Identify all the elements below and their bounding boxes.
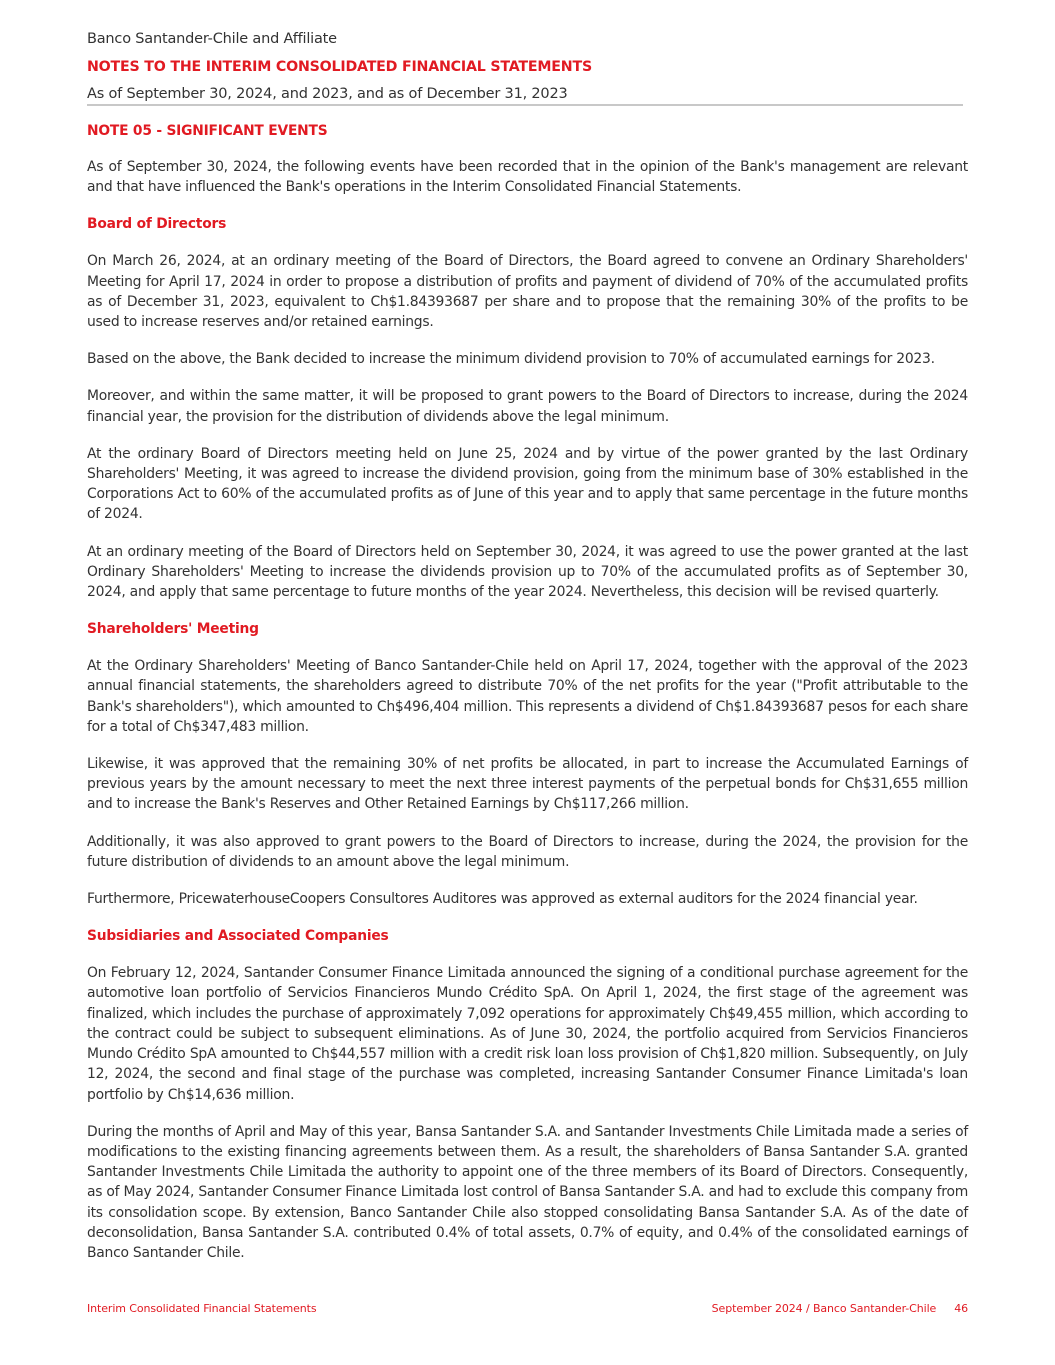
paragraph: At the Ordinary Shareholders' Meeting of Banco Santander-Chile held on April 17, 2024, together with the approval of the 2023 annual financial statements, the shareholders agreed to distribute 70% of the net profits for the year ("Profit attributable to the Bank's shareholders"), which amounted to Ch$496,404 million. This represents a dividend of Ch$1.84393687 pesos for each share for a total of Ch$347,483 million.	[87, 658, 968, 735]
header-company: Banco Santander-Chile and Affiliate	[87, 31, 337, 47]
paragraph: Based on the above, the Bank decided to increase the minimum dividend provision to 70% of accumulated earnings for 2023.	[87, 351, 935, 368]
paragraph: On March 26, 2024, at an ordinary meeting of the Board of Directors, the Board agreed to convene an Ordinary Shareholders' Meeting for April 17, 2024 in order to propose a distribution of profits and payment of dividend of 70% of the accumulated profits as of December 31, 2023, equivalent to Ch$1.84393687 per share and to propose that the remaining 30% of the profits to be used to increase reserves and/or retained earnings.	[87, 253, 968, 331]
paragraph: During the months of April and May of this year, Bansa Santander S.A. and Santander Investments Chile Limitada made a series of modifications to the existing financing agreements between them. As a result, the shareholders of Bansa Santander S.A. granted Santander Investments Chile Limitada the authority to appoint one of the three members of its Board of Directors. Consequently, as of May 2024, Santander Consumer Finance Limitada lost control of Bansa Santander S.A. and had to exclude this company from its consolidation scope. By extension, Banco Santander Chile also stopped consolidating Bansa Santander S.A. As of the date of deconsolidation, Bansa Santander S.A. contributed 0.4% of total assets, 0.7% of equity, and 0.4% of the consolidated earnings of Banco Santander Chile.	[87, 1123, 968, 1261]
paragraph: Likewise, it was approved that the remaining 30% of net profits be allocated, in part to increase the Accumulated Earnings of previous years by the amount necessary to meet the next three interest payments of the perpetual bonds for Ch$31,655 million and to increase the Bank's Reserves and Other Retained Earnings by Ch$117,266 million.	[87, 756, 968, 813]
header-date-line: As of September 30, 2024, and 2023, and as of December 31, 2023	[87, 86, 568, 102]
note-title: NOTE 05 - SIGNIFICANT EVENTS	[87, 123, 328, 139]
section-board-of-directors	[87, 214, 968, 602]
document-body	[87, 121, 968, 1280]
paragraph: At an ordinary meeting of the Board of Directors held on September 30, 2024, it was agreed to use the power granted at the last Ordinary Shareholders' Meeting to increase the dividends provision up to 70% of the accumulated profits as of September 30, 2024, and apply that same percentage to future months of the year 2024. Nevertheless, this decision will be revised quarterly.	[87, 543, 968, 601]
footer-right-text: September 2024 / Banco Santander-Chile	[711, 1302, 937, 1315]
footer-left: Interim Consolidated Financial Statements	[87, 1302, 317, 1315]
footer-right	[712, 1302, 968, 1315]
section-shareholders-meeting	[87, 619, 968, 909]
paragraph: On February 12, 2024, Santander Consumer Finance Limitada announced the signing of a conditional purchase agreement for the automotive loan portfolio of Servicios Financieros Mundo Crédito SpA. On April 1, 2024, the first stage of the agreement was finalized, which includes the purchase of approximately 7,092 operations for approximately Ch$49,455 million, which according to the contract could be subject to subsequent eliminations. As of June 30, 2024, the portfolio acquired from Servicios Financieros Mundo Crédito SpA amounted to Ch$44,557 million with a credit risk loan loss provision of Ch$1,820 million. Subsequently, on July 12, 2024, the second and final stage of the purchase was completed, increasing Santander Consumer Finance Limitada's loan portfolio by Ch$14,636 million.	[87, 965, 968, 1103]
section-subsidiaries	[87, 926, 968, 1263]
section-title: Subsidiaries and Associated Companies	[87, 928, 389, 945]
paragraph: Furthermore, PricewaterhouseCoopers Consultores Auditores was approved as external auditors for the 2024 financial year.	[87, 891, 918, 908]
section-title: Shareholders' Meeting	[87, 621, 259, 638]
paragraph: Moreover, and within the same matter, it will be proposed to grant powers to the Board of Directors to increase, during the 2024 financial year, the provision for the distribution of dividends above the legal minimum.	[87, 388, 968, 425]
header-notes-title: NOTES TO THE INTERIM CONSOLIDATED FINANCIAL STATEMENTS	[87, 59, 592, 75]
paragraph: At the ordinary Board of Directors meeting held on June 25, 2024 and by virtue of the power granted by the last Ordinary Shareholders' Meeting, it was agreed to increase the dividend provision, going from the minimum base of 30% established in the Corporations Act to 60% of the accumulated profits as of June of this year and to apply that same percentage in the future months of 2024.	[87, 445, 968, 523]
header-divider	[87, 104, 963, 106]
paragraph: Additionally, it was also approved to grant powers to the Board of Directors to increase, during the 2024, the provision for the future distribution of dividends to an amount above the legal minimum.	[87, 833, 968, 870]
section-title: Board of Directors	[87, 216, 227, 233]
page-number: 46	[954, 1302, 968, 1315]
note-intro: As of September 30, 2024, the following events have been recorded that in the opinion of the Bank's management are relevant and that have influenced the Bank's operations in the Interim Consolidated Financial Statements.	[87, 159, 968, 196]
